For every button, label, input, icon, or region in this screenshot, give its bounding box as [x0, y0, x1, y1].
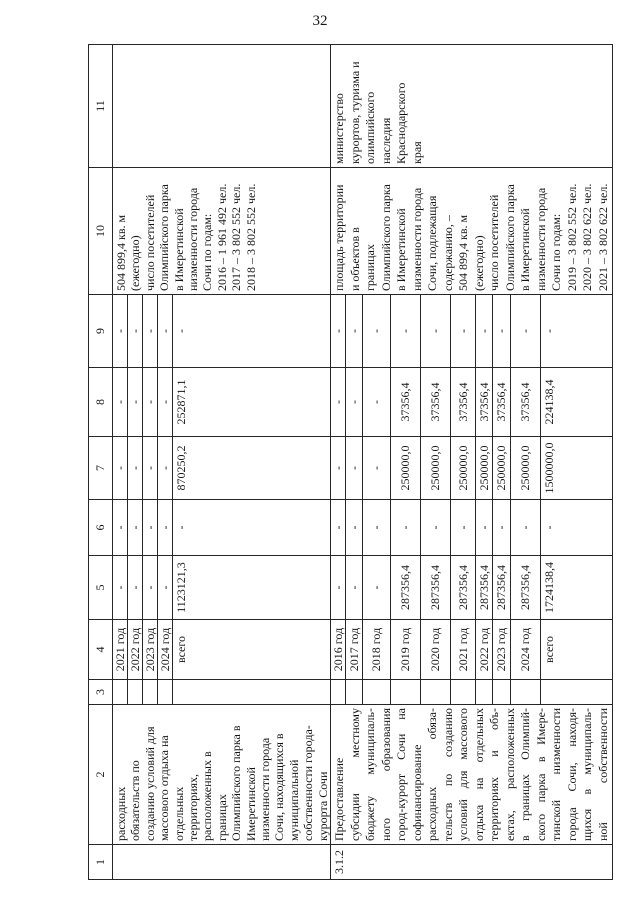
result-line: Олимпийского парка	[157, 184, 172, 291]
measure-description-line: созданию условий для	[142, 726, 157, 841]
total-funding-cell: -	[127, 555, 143, 620]
result-line: 2019 – 3 802 552 чел.	[564, 183, 579, 291]
rotated-table	[88, 45, 612, 880]
measure-description-line: отдельных	[171, 786, 186, 841]
local-budget-cell: -	[362, 367, 391, 437]
result-cell	[330, 167, 613, 295]
federal-budget-cell: -	[330, 499, 346, 556]
extrabudgetary-funding-cell: -	[420, 294, 451, 368]
measure-description-line: расходных обяза-	[425, 708, 439, 841]
result-line: 2016 – 1 961 492 чел.	[214, 183, 229, 291]
measure-description-cell	[330, 704, 613, 845]
status-cell	[362, 679, 391, 705]
result-line: содержанию, –	[440, 215, 455, 291]
regional-budget-cell: 870250,2	[172, 436, 331, 500]
extrabudgetary-funding-cell: -	[510, 294, 541, 368]
total-funding-cell: 287356,4	[510, 555, 541, 620]
result-line: Сочи по годам:	[200, 213, 215, 291]
item-number-cell: 3.1.2	[330, 844, 613, 880]
executor-cell	[112, 44, 331, 168]
local-budget-cell: 252871,1	[172, 367, 331, 437]
result-line: границах	[363, 244, 377, 291]
local-budget-cell: 37356,4	[475, 367, 493, 437]
column-number-cell: 1	[88, 844, 113, 880]
federal-budget-cell: -	[142, 499, 158, 556]
executor-line: Краснодарского	[394, 82, 408, 164]
result-line: Сочи, подлежащая	[425, 195, 439, 291]
period-cell: 2024 год	[157, 619, 173, 680]
measure-description-line: отдыха на отдельных	[471, 708, 486, 841]
measure-description-line: массового отдыха на	[157, 735, 172, 841]
result-line: число посетителей	[487, 194, 501, 291]
column-number-cell: 6	[88, 499, 113, 556]
total-funding-cell: 287356,4	[390, 555, 421, 620]
status-cell	[127, 679, 143, 705]
extrabudgetary-funding-cell: -	[492, 294, 511, 368]
extrabudgetary-funding-cell: -	[345, 294, 363, 368]
status-cell	[420, 679, 451, 705]
result-line: в Имеретинской	[518, 208, 532, 291]
column-number-cell: 2	[88, 704, 113, 845]
extrabudgetary-funding-cell: -	[142, 294, 158, 368]
regional-budget-cell: 250000,0	[390, 436, 421, 500]
measure-description-line: курорта Сочи	[315, 771, 330, 841]
executor-line: края	[409, 141, 424, 164]
result-line: (ежегодно)	[128, 235, 143, 291]
local-budget-cell: 224138,4	[540, 367, 613, 437]
executor-line: министерство	[332, 93, 346, 164]
item-number-cell	[112, 844, 331, 880]
total-funding-cell: -	[345, 555, 363, 620]
status-cell	[172, 679, 331, 705]
executor-cell	[330, 44, 613, 168]
result-cell	[112, 167, 331, 295]
extrabudgetary-funding-cell: -	[450, 294, 476, 368]
regional-budget-cell: -	[330, 436, 346, 500]
local-budget-cell: -	[112, 367, 128, 437]
extrabudgetary-funding-cell: -	[330, 294, 346, 368]
executor-line: олимпийского	[363, 91, 377, 164]
regional-budget-cell: 250000,0	[510, 436, 541, 500]
measure-description-line: Имеретинской	[243, 767, 258, 841]
measure-description-line: ного образования	[378, 708, 393, 841]
federal-budget-cell: -	[157, 499, 173, 556]
measure-description-line: Олимпийского парка в	[229, 725, 244, 841]
regional-budget-cell: -	[112, 436, 128, 500]
status-cell	[540, 679, 613, 705]
regional-budget-cell: 250000,0	[492, 436, 511, 500]
regional-budget-cell: -	[362, 436, 391, 500]
result-line: 2020 – 3 802 622 чел.	[580, 183, 594, 291]
result-line: низменности города	[409, 187, 424, 291]
local-budget-cell: 37356,4	[390, 367, 421, 437]
column-number-cell: 4	[88, 619, 113, 680]
regional-budget-cell: 1500000,0	[540, 436, 613, 500]
status-cell	[475, 679, 493, 705]
total-funding-cell: 287356,4	[420, 555, 451, 620]
period-cell: 2022 год	[127, 619, 143, 680]
regional-budget-cell: 250000,0	[450, 436, 476, 500]
regional-budget-cell: -	[157, 436, 173, 500]
measure-description-line: города Сочи, находя-	[564, 708, 579, 841]
period-cell: 2017 год	[345, 619, 363, 680]
extrabudgetary-funding-cell: -	[540, 294, 613, 368]
measure-description-line: границах	[214, 794, 229, 841]
regional-budget-cell: 250000,0	[475, 436, 493, 500]
period-cell: 2016 год	[330, 619, 346, 680]
total-funding-cell: -	[142, 555, 158, 620]
local-budget-cell: -	[142, 367, 158, 437]
total-funding-cell: 287356,4	[475, 555, 493, 620]
extrabudgetary-funding-cell: -	[390, 294, 421, 368]
regional-budget-cell: -	[345, 436, 363, 500]
result-line: Олимпийского парка	[502, 184, 517, 291]
measure-description-line: ектах, расположенных	[502, 708, 517, 841]
status-cell	[510, 679, 541, 705]
period-cell: 2018 год	[362, 619, 391, 680]
period-cell: 2022 год	[475, 619, 493, 680]
local-budget-cell: -	[157, 367, 173, 437]
period-cell: всего	[172, 619, 331, 680]
measure-description-line: Сочи, находящихся в	[272, 733, 287, 841]
total-funding-cell: 1724138,4	[540, 555, 613, 620]
result-line: число посетителей	[142, 194, 157, 291]
measure-description-line: бюджету муниципаль-	[363, 708, 377, 841]
measure-description-line: тинской низменности	[549, 708, 563, 841]
federal-budget-cell: -	[172, 499, 331, 556]
measure-description-line: тельств по созданию	[440, 708, 455, 841]
result-line: низменности города	[186, 187, 201, 291]
total-funding-cell: -	[362, 555, 391, 620]
local-budget-cell: -	[330, 367, 346, 437]
total-funding-cell: -	[330, 555, 346, 620]
total-funding-cell: -	[112, 555, 128, 620]
executor-line: наследия	[378, 117, 393, 164]
result-line: 504 899,4 кв. м	[456, 214, 470, 291]
executor-line: курортов, туризма и	[347, 61, 362, 164]
status-cell	[112, 679, 128, 705]
period-cell: 2021 год	[112, 619, 128, 680]
total-funding-cell: 287356,4	[450, 555, 476, 620]
measure-description-line: низменности города	[258, 737, 273, 841]
extrabudgetary-funding-cell: -	[362, 294, 391, 368]
federal-budget-cell: -	[362, 499, 391, 556]
total-funding-cell: 1123121,3	[172, 555, 331, 620]
federal-budget-cell: -	[510, 499, 541, 556]
column-number-cell: 7	[88, 436, 113, 500]
federal-budget-cell: -	[127, 499, 143, 556]
federal-budget-cell: -	[450, 499, 476, 556]
federal-budget-cell: -	[540, 499, 613, 556]
result-line: 2018 – 3 802 552 чел.	[243, 183, 258, 291]
extrabudgetary-funding-cell: -	[475, 294, 493, 368]
federal-budget-cell: -	[420, 499, 451, 556]
measure-description-line: условий для массового	[456, 708, 470, 841]
extrabudgetary-funding-cell: -	[157, 294, 173, 368]
federal-budget-cell: -	[475, 499, 493, 556]
regional-budget-cell: -	[142, 436, 158, 500]
measure-description-line: в границах Олимпий-	[518, 708, 532, 841]
result-line: 504 899,4 кв. м	[114, 214, 128, 291]
local-budget-cell: 37356,4	[450, 367, 476, 437]
measure-description-line: обязательств по	[128, 760, 143, 841]
local-budget-cell: -	[345, 367, 363, 437]
status-cell	[330, 679, 346, 705]
federal-budget-cell: -	[112, 499, 128, 556]
total-funding-cell: -	[157, 555, 173, 620]
result-line: низменности города	[533, 187, 548, 291]
result-line: Олимпийского парка	[378, 184, 393, 291]
column-number-cell: 9	[88, 294, 113, 368]
period-cell: всего	[540, 619, 613, 680]
status-cell	[390, 679, 421, 705]
column-number-cell: 8	[88, 367, 113, 437]
result-line: и объектов в	[347, 227, 362, 291]
result-line: (ежегодно)	[471, 235, 486, 291]
column-number-cell: 10	[88, 167, 113, 295]
measure-description-line: территориях,	[186, 773, 201, 841]
column-number-cell: 3	[88, 679, 113, 705]
measure-description-line: расходных	[114, 786, 128, 841]
local-budget-cell: 37356,4	[492, 367, 511, 437]
federal-budget-cell: -	[492, 499, 511, 556]
regional-budget-cell: -	[127, 436, 143, 500]
status-cell	[142, 679, 158, 705]
result-line: Сочи по годам:	[549, 213, 563, 291]
period-cell: 2023 год	[142, 619, 158, 680]
extrabudgetary-funding-cell: -	[112, 294, 128, 368]
federal-budget-cell: -	[390, 499, 421, 556]
extrabudgetary-funding-cell: -	[172, 294, 331, 368]
extrabudgetary-funding-cell: -	[127, 294, 143, 368]
status-cell	[492, 679, 511, 705]
status-cell	[450, 679, 476, 705]
result-line: площадь территории	[332, 184, 346, 291]
measure-description-line: ского парка в Имере-	[533, 708, 548, 841]
result-line: 2021 – 3 802 622 чел.	[595, 183, 610, 291]
result-line: 2017 – 3 802 552 чел.	[229, 183, 244, 291]
measure-description-line: город-курорт Сочи на	[394, 708, 408, 841]
period-cell: 2024 год	[510, 619, 541, 680]
measure-description-line: субсидии местному	[347, 708, 362, 841]
regional-budget-cell: 250000,0	[420, 436, 451, 500]
measure-description-line: щихся в муниципаль-	[580, 708, 594, 841]
measure-description-line: муниципальной	[286, 759, 301, 841]
measure-description-cell	[112, 704, 331, 845]
period-cell: 2021 год	[450, 619, 476, 680]
column-number-cell: 5	[88, 555, 113, 620]
local-budget-cell: 37356,4	[510, 367, 541, 437]
total-funding-cell: 287356,4	[492, 555, 511, 620]
status-cell	[157, 679, 173, 705]
column-number-cell: 11	[88, 44, 113, 168]
page-number: 32	[312, 13, 328, 29]
local-budget-cell: 37356,4	[420, 367, 451, 437]
measure-description-line: собственности города-	[301, 725, 316, 841]
status-cell	[345, 679, 363, 705]
period-cell: 2023 год	[492, 619, 511, 680]
measure-description-line: софинансирование	[409, 744, 424, 841]
federal-budget-cell: -	[345, 499, 363, 556]
measure-description-line: ной собственности	[595, 708, 610, 841]
local-budget-cell: -	[127, 367, 143, 437]
measure-description-line: территориях и объ-	[487, 708, 501, 841]
period-cell: 2019 год	[390, 619, 421, 680]
measure-description-line: расположенных в	[200, 751, 215, 841]
measure-description-line: Предоставление	[332, 757, 346, 841]
result-line: в Имеретинской	[394, 208, 408, 291]
period-cell: 2020 год	[420, 619, 451, 680]
result-line: в Имеретинской	[171, 208, 186, 291]
